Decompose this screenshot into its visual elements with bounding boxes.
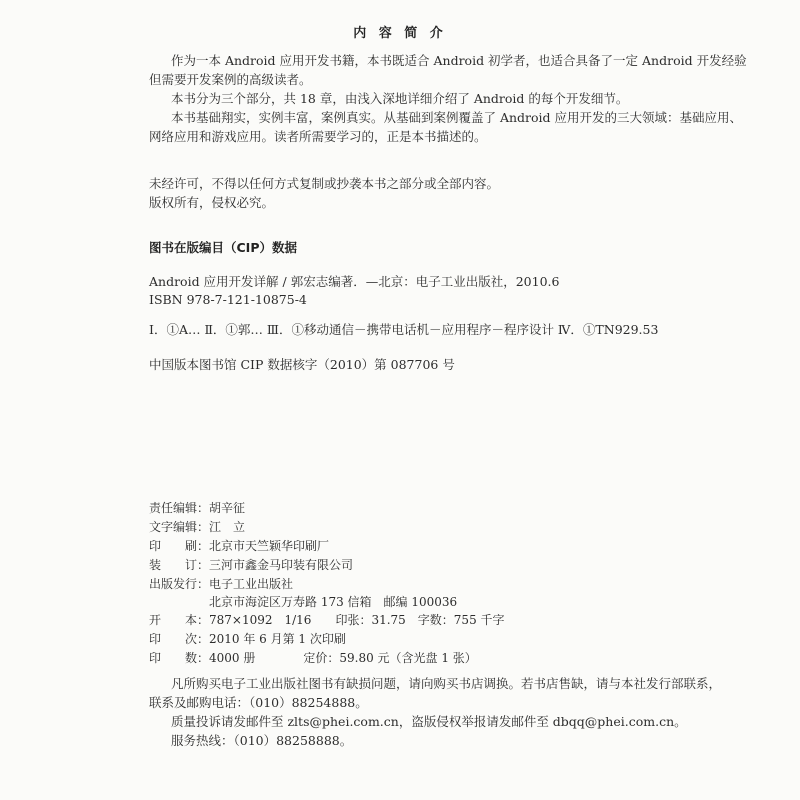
credit-row bbox=[149, 631, 346, 647]
cip-line1: Android 应用开发详解 / 郭宏志编著．—北京：电子工业出版社，2010.6 bbox=[149, 274, 560, 289]
intro-p1-line1: 作为一本 Android 应用开发书籍，本书既适合 Android 初学者，也适合具备了一定 Android 开发经验 bbox=[171, 53, 747, 68]
copyright-notice-line1: 未经许可，不得以任何方式复制或抄袭本书之部分或全部内容。 bbox=[149, 176, 500, 191]
page-title: 内 容 简 介 bbox=[353, 26, 447, 41]
credit-value: 三河市鑫金马印装有限公司 bbox=[209, 558, 354, 572]
credit-row bbox=[149, 538, 329, 554]
credit-row bbox=[149, 500, 245, 516]
credit-value: 4000 册 定价：59.80 元（含光盘 1 张） bbox=[209, 651, 477, 665]
intro-p2-line1: 本书分为三个部分，共 18 章，由浅入深地详细介绍了 Android 的每个开发细节。 bbox=[171, 91, 629, 106]
credit-value: 2010 年 6 月第 1 次印刷 bbox=[209, 632, 346, 646]
credit-value: 胡辛征 bbox=[209, 501, 246, 515]
publisher-note-line3: 质量投诉请发邮件至 zlts@phei.com.cn，盗版侵权举报请发邮件至 dbqq@phei.com.cn。 bbox=[171, 714, 687, 729]
credit-label: 印 刷： bbox=[149, 539, 210, 553]
credit-value: 电子工业出版社 bbox=[209, 577, 294, 591]
copyright-notice-line2: 版权所有，侵权必究。 bbox=[149, 195, 275, 210]
credit-row bbox=[149, 612, 505, 628]
credit-label: 印 数： bbox=[149, 651, 210, 665]
credit-label: 装 订： bbox=[149, 558, 210, 572]
credit-label: 文字编辑： bbox=[149, 520, 210, 534]
cip-classification: Ⅰ．①A… Ⅱ．①郭… Ⅲ．①移动通信－携带电话机－应用程序－程序设计 Ⅳ．①TN929.53 bbox=[149, 322, 659, 337]
credit-row bbox=[149, 519, 245, 535]
credit-label: 出版发行： bbox=[149, 577, 210, 591]
credit-value: 北京市天竺颖华印刷厂 bbox=[209, 539, 330, 553]
cip-heading: 图书在版编目（CIP）数据 bbox=[149, 240, 297, 255]
cip-record-number: 中国版本图书馆 CIP 数据核字（2010）第 087706 号 bbox=[149, 357, 455, 372]
publisher-note-line4: 服务热线：（010）88258888。 bbox=[171, 733, 353, 748]
publisher-note-line2: 联系及邮购电话：（010）88254888。 bbox=[149, 695, 368, 710]
credit-row bbox=[149, 576, 293, 592]
intro-p1-line2: 但需要开发案例的高级读者。 bbox=[149, 72, 312, 87]
credit-label: 印 次： bbox=[149, 632, 210, 646]
cip-isbn: ISBN 978-7-121-10875-4 bbox=[149, 292, 307, 307]
credit-row bbox=[149, 557, 353, 573]
credit-row bbox=[149, 594, 457, 610]
credit-value: 江 立 bbox=[209, 520, 246, 534]
credit-label: 开 本： bbox=[149, 613, 210, 627]
credit-label: 责任编辑： bbox=[149, 501, 210, 515]
intro-p3-line1: 本书基础翔实，实例丰富，案例真实。从基础到案例覆盖了 Android 应用开发的三大领域：基础应用、 bbox=[171, 110, 743, 125]
credit-value: 787×1092 1/16 印张：31.75 字数：755 千字 bbox=[209, 613, 505, 627]
credit-row bbox=[149, 650, 477, 666]
publisher-note-line1: 凡所购买电子工业出版社图书有缺损问题，请向购买书店调换。若书店售缺，请与本社发行部联系， bbox=[171, 676, 722, 691]
intro-p3-line2: 网络应用和游戏应用。读者所需要学习的，正是本书描述的。 bbox=[149, 129, 487, 144]
credit-value: 北京市海淀区万寿路 173 信箱 邮编 100036 bbox=[209, 595, 458, 609]
